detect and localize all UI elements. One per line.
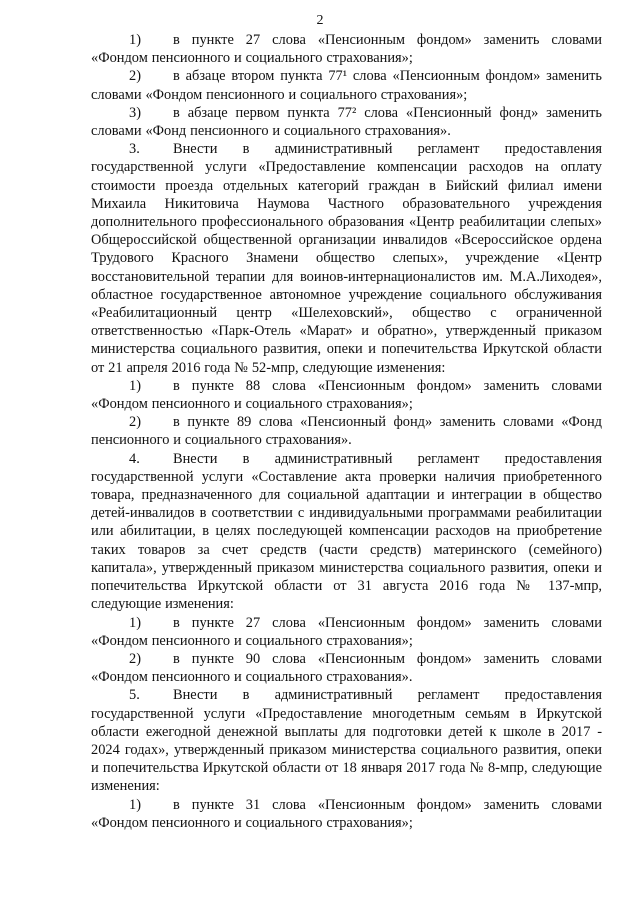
item-2-para bbox=[91, 67, 602, 103]
item-number: 1) bbox=[129, 796, 141, 813]
item-number: 2) bbox=[129, 414, 141, 431]
item-text: в пункте 27 слова «Пенсионным фондом» заменить словами «Фондом пенсионного и социального страхования»; bbox=[91, 614, 602, 649]
item-1-para bbox=[91, 614, 602, 650]
item-number: 1) bbox=[129, 377, 141, 394]
item-text: в пункте 90 слова «Пенсионным фондом» заменить словами «Фондом пенсионного и социального страхования». bbox=[91, 650, 602, 686]
item-text: в пункте 31 слова «Пенсионным фондом» заменить словами «Фондом пенсионного и социального страхования»; bbox=[91, 796, 602, 831]
item-number: 1) bbox=[129, 32, 141, 48]
item-3-para bbox=[91, 104, 602, 140]
item-1-para bbox=[91, 796, 602, 832]
item-text: в пункте 88 слова «Пенсионным фондом» заменить словами «Фондом пенсионного и социального страхования»; bbox=[91, 377, 602, 413]
section-text: Внести в административный регламент предоставления государственной услуги «Предоставление многодетным семьям в Иркутской области ежегодной денежной выплаты для подготовки детей к школе в 2017 - 2024 годах», утвержденный приказом министерства социального развития, опеки и попечительства Иркутской области от 18 января 2017 года № 8-мпр, следующие изменения: bbox=[91, 687, 602, 795]
item-text: в абзаце втором пункта 77¹ слова «Пенсионным фондом» заменить словами «Фондом пенсионного и социального страхования»; bbox=[91, 68, 602, 103]
section-number: 3. bbox=[129, 141, 140, 158]
item-number: 2) bbox=[129, 68, 141, 85]
section-number: 4. bbox=[129, 450, 140, 467]
item-1-para bbox=[91, 377, 602, 413]
section-4-para bbox=[91, 450, 602, 614]
item-text: в пункте 27 слова «Пенсионным фондом» заменить словами «Фондом пенсионного и социального страхования»; bbox=[91, 32, 602, 67]
item-text: в абзаце первом пункта 77² слова «Пенсионный фонд» заменить словами «Фонд пенсионного и социального страхования». bbox=[91, 104, 602, 140]
item-number: 1) bbox=[129, 614, 141, 631]
page-number: 2 bbox=[316, 13, 324, 28]
section-text: Внести в административный регламент предоставления государственной услуги «Составление акта проверки наличия приобретенного товара, предназначенного для социальной адаптации и интеграции в общество детей-инвалидов в соответствии с индивидуальными программами реабилитации или абилитации, в целях последующей компенсации расходов на приобретение таких товаров за счет средств (части средств) материнского (семейного) капитала», утвержденный приказом министерства социального развития, опеки и попечительства Иркутской области от 31 августа 2016 года № 137-мпр, следующие изменения: bbox=[91, 450, 602, 613]
section-text: Внести в административный регламент предоставления государственной услуги «Предоставление компенсации расходов на оплату стоимости проезда отдельных категорий граждан в Бийский филиал имени Михаила Никитовича Наумова Частного образовательного учреждения дополнительного профессионального образования «Центр реабилитации слепых» Общероссийской общественной организации инвалидов «Всероссийское ордена Трудового Красного Знамени общество слепых», учреждение «Центр восстановительной терапии для воинов-интернационалистов им. М.А.Лиходея», областное государственное автономное учреждение социального обслуживания «Реабилитационный центр «Шелеховский», общество с ограниченной ответственностью «Парк-Отель «Марат» и обратно», утвержденный приказом министерства социального развития, опеки и попечительства Иркутской области от 21 апреля 2016 года № 52-мпр, следующие изменения: bbox=[91, 141, 602, 376]
item-number: 3) bbox=[129, 104, 141, 121]
item-number: 2) bbox=[129, 650, 141, 667]
section-3-para bbox=[91, 140, 602, 377]
section-5-para bbox=[91, 686, 602, 795]
item-1-para bbox=[91, 31, 602, 67]
item-2-para bbox=[91, 650, 602, 686]
item-2-para bbox=[91, 413, 602, 449]
item-text: в пункте 89 слова «Пенсионный фонд» заменить словами «Фонд пенсионного и социального страхования». bbox=[91, 414, 602, 449]
section-number: 5. bbox=[129, 687, 140, 704]
